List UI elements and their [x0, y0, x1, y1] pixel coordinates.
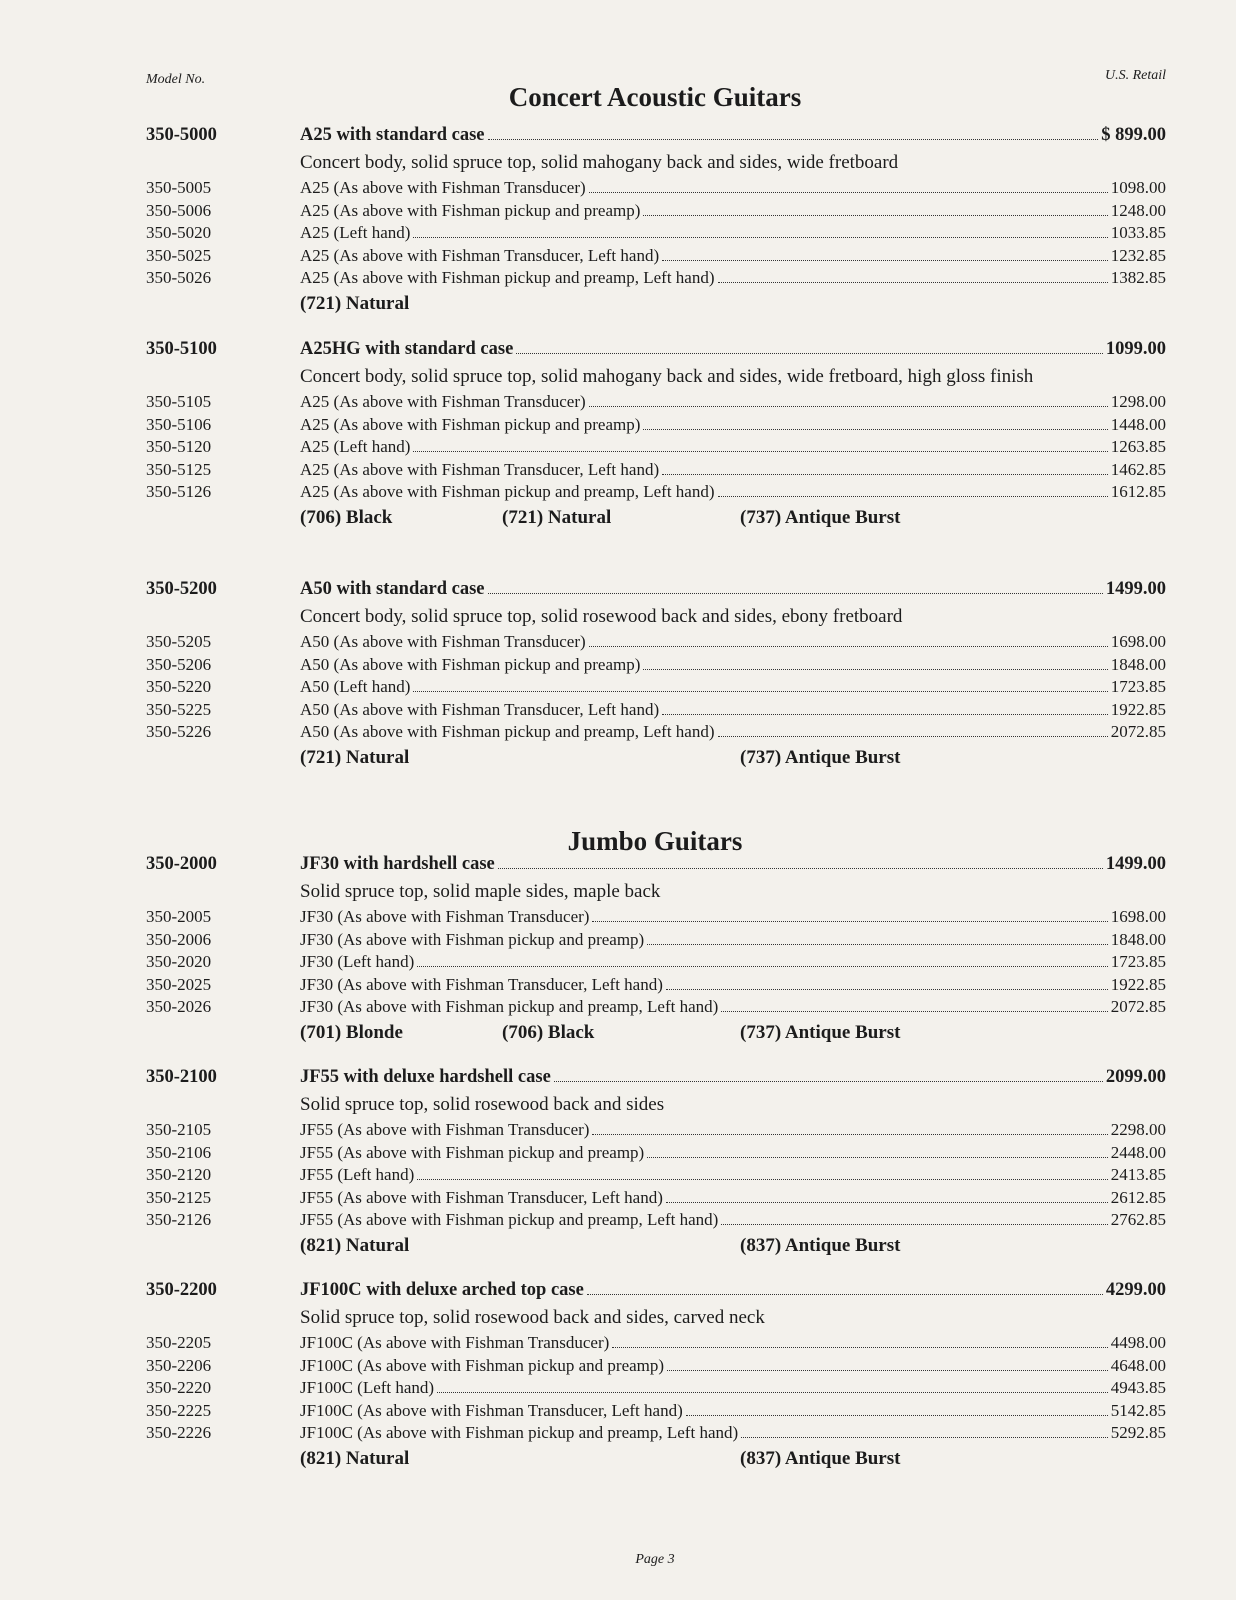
- model-option-row: [146, 1355, 1166, 1378]
- dot-leader: [516, 353, 1103, 354]
- model-number: 350-2226: [146, 1423, 212, 1442]
- finish-option: (737) Antique Burst: [740, 746, 901, 768]
- model-option-row: [146, 481, 1166, 504]
- model-name: JF30 (As above with Fishman Transducer, Left hand): [300, 974, 663, 994]
- model-price: 1263.85: [1110, 437, 1166, 456]
- model-name: A25 (As above with Fishman Transducer): [300, 392, 586, 411]
- finish-option: (706) Black: [502, 1021, 595, 1043]
- model-price: 1922.85: [1110, 974, 1166, 994]
- model-line: [300, 1066, 1166, 1088]
- model-name: A50 (As above with Fishman pickup and preamp): [300, 654, 641, 674]
- model-price: 1448.00: [1110, 414, 1166, 434]
- model-number: 350-5126: [146, 482, 212, 501]
- model-number: 350-2025: [146, 974, 212, 994]
- model-name: JF55 with deluxe hardshell case: [300, 1067, 551, 1087]
- model-option-row: [146, 1142, 1166, 1165]
- model-option-row: [146, 1209, 1166, 1232]
- model-number: 350-2006: [146, 929, 212, 949]
- model-line: [300, 1400, 1166, 1422]
- model-option-row: [146, 676, 1166, 699]
- model-group: [146, 338, 1166, 532]
- dot-leader: [686, 1415, 1108, 1416]
- model-price: 1099.00: [1105, 339, 1166, 359]
- model-number: 350-5026: [146, 268, 212, 287]
- dot-leader: [589, 406, 1108, 407]
- model-line: [300, 1422, 1166, 1444]
- model-line: [300, 177, 1166, 199]
- model-line: [300, 481, 1166, 503]
- model-line: [300, 1209, 1166, 1231]
- model-price: 1848.00: [1110, 929, 1166, 949]
- model-option-row: [146, 1119, 1166, 1142]
- model-line: [300, 1279, 1166, 1301]
- model-price: 2612.85: [1110, 1187, 1166, 1207]
- finish-option: (721) Natural: [502, 506, 612, 528]
- model-price: 5292.85: [1110, 1423, 1166, 1442]
- model-name: A25 with standard case: [300, 125, 485, 145]
- model-price: 1723.85: [1110, 677, 1166, 696]
- model-price: 4648.00: [1110, 1355, 1166, 1375]
- model-price: 1232.85: [1110, 245, 1166, 265]
- model-main-row: [146, 578, 1166, 603]
- dot-leader: [718, 282, 1108, 283]
- model-line: [300, 906, 1166, 928]
- model-name: A50 (Left hand): [300, 677, 411, 696]
- model-option-row: [146, 929, 1166, 952]
- dot-leader: [413, 451, 1107, 452]
- model-group: [146, 578, 1166, 772]
- model-price: 2448.00: [1110, 1142, 1166, 1162]
- model-name: JF30 (As above with Fishman pickup and preamp, Left hand): [300, 997, 719, 1016]
- model-name: JF55 (As above with Fishman pickup and preamp): [300, 1142, 645, 1162]
- model-price: 1848.00: [1110, 654, 1166, 674]
- model-line: [300, 996, 1166, 1018]
- model-number: 350-5000: [146, 125, 217, 145]
- model-option-row: [146, 245, 1166, 268]
- model-name: JF55 (As above with Fishman Transducer, Left hand): [300, 1187, 663, 1207]
- model-line: [300, 124, 1166, 146]
- page-number: Page 3: [635, 1552, 675, 1567]
- model-option-row: [146, 222, 1166, 245]
- model-number: 350-5025: [146, 245, 212, 265]
- dot-leader: [718, 736, 1108, 737]
- dot-leader: [413, 691, 1107, 692]
- model-line: [300, 929, 1166, 951]
- model-option-row: [146, 1377, 1166, 1400]
- model-price: 1499.00: [1105, 854, 1166, 874]
- model-number: 350-5125: [146, 459, 212, 479]
- model-price: 1499.00: [1105, 579, 1166, 599]
- dot-leader: [488, 139, 1099, 140]
- model-price: 1033.85: [1110, 223, 1166, 242]
- model-number: 350-5106: [146, 414, 212, 434]
- model-description: Solid spruce top, solid rosewood back and sides: [300, 1094, 665, 1115]
- model-no-header: Model No.: [146, 72, 206, 87]
- model-line: [300, 631, 1166, 653]
- model-price: 2762.85: [1110, 1210, 1166, 1229]
- model-option-row: [146, 177, 1166, 200]
- model-number: 350-2100: [146, 1067, 217, 1087]
- dot-leader: [741, 1437, 1108, 1438]
- model-price: 1098.00: [1110, 178, 1166, 197]
- model-option-row: [146, 996, 1166, 1019]
- model-name: JF30 (Left hand): [300, 952, 415, 971]
- model-price: 1298.00: [1110, 392, 1166, 411]
- model-option-row: [146, 1400, 1166, 1423]
- finish-options: [146, 504, 1166, 532]
- model-number: 350-2000: [146, 854, 217, 874]
- model-line: [300, 951, 1166, 973]
- model-line: [300, 676, 1166, 698]
- model-line: [300, 1187, 1166, 1209]
- dot-leader: [666, 989, 1108, 990]
- dot-leader: [718, 496, 1108, 497]
- model-option-row: [146, 1164, 1166, 1187]
- model-option-row: [146, 436, 1166, 459]
- dot-leader: [417, 966, 1107, 967]
- model-name: A25 (As above with Fishman pickup and preamp, Left hand): [300, 268, 715, 287]
- model-description: Concert body, solid spruce top, solid mahogany back and sides, wide fretboard, high gloss finish: [300, 366, 1034, 387]
- model-number: 350-2120: [146, 1165, 212, 1184]
- model-line: [300, 391, 1166, 413]
- finish-options: [146, 1232, 1166, 1260]
- model-name: JF100C (Left hand): [300, 1378, 435, 1397]
- model-line: [300, 1164, 1166, 1186]
- model-price: 5142.85: [1110, 1400, 1166, 1420]
- section-title-jumbo: Jumbo Guitars: [567, 826, 743, 856]
- dot-leader: [647, 1157, 1108, 1158]
- finish-option: (837) Antique Burst: [740, 1234, 901, 1256]
- model-group: [146, 124, 1166, 318]
- model-price: 1698.00: [1110, 632, 1166, 651]
- model-number: 350-2020: [146, 952, 212, 971]
- model-option-row: [146, 951, 1166, 974]
- us-retail-header: U.S. Retail: [1104, 68, 1166, 83]
- finish-option: (837) Antique Burst: [740, 1447, 901, 1469]
- model-option-row: [146, 1422, 1166, 1445]
- model-name: JF55 (As above with Fishman pickup and preamp, Left hand): [300, 1210, 719, 1229]
- dot-leader: [554, 1081, 1103, 1082]
- model-number: 350-5206: [146, 654, 212, 674]
- model-line: [300, 853, 1166, 875]
- model-number: 350-5005: [146, 178, 212, 197]
- model-number: 350-2206: [146, 1355, 212, 1375]
- model-name: JF30 (As above with Fishman pickup and preamp): [300, 929, 645, 949]
- dot-leader: [667, 1370, 1108, 1371]
- dot-leader: [592, 1134, 1107, 1135]
- model-name: JF100C (As above with Fishman pickup and preamp): [300, 1355, 665, 1375]
- model-option-row: [146, 267, 1166, 290]
- model-name: A25 (Left hand): [300, 223, 411, 242]
- model-line: [300, 578, 1166, 600]
- dot-leader: [488, 593, 1103, 594]
- model-price: 2099.00: [1105, 1067, 1166, 1087]
- model-name: A25 (As above with Fishman Transducer, Left hand): [300, 245, 660, 265]
- dot-leader: [643, 215, 1107, 216]
- finish-option: (701) Blonde: [300, 1021, 403, 1043]
- finish-option: (737) Antique Burst: [740, 1021, 901, 1043]
- model-description: Solid spruce top, solid rosewood back and sides, carved neck: [300, 1307, 765, 1328]
- model-number: 350-2106: [146, 1142, 212, 1162]
- model-name: A25HG with standard case: [300, 339, 514, 359]
- finish-options: [146, 290, 1166, 318]
- model-price: 1698.00: [1110, 907, 1166, 926]
- model-name: JF100C (As above with Fishman Transducer): [300, 1333, 610, 1352]
- dot-leader: [666, 1202, 1108, 1203]
- model-price: 1723.85: [1110, 952, 1166, 971]
- model-price: $ 899.00: [1101, 125, 1166, 145]
- model-line: [300, 200, 1166, 222]
- model-option-row: [146, 699, 1166, 722]
- finish-options: [146, 744, 1166, 772]
- model-number: 350-5100: [146, 339, 217, 359]
- model-number: 350-5226: [146, 722, 212, 741]
- model-number: 350-2220: [146, 1378, 212, 1397]
- model-price: 1922.85: [1110, 699, 1166, 719]
- finish-options: [146, 1019, 1166, 1047]
- dot-leader: [647, 944, 1108, 945]
- model-line: [300, 1332, 1166, 1354]
- model-option-row: [146, 1332, 1166, 1355]
- model-name: JF30 (As above with Fishman Transducer): [300, 907, 590, 926]
- model-name: A50 (As above with Fishman pickup and preamp, Left hand): [300, 722, 715, 741]
- model-line: [300, 459, 1166, 481]
- model-number: 350-5120: [146, 437, 212, 456]
- finish-option: (706) Black: [300, 506, 393, 528]
- model-line: [300, 1142, 1166, 1164]
- model-name: A25 (As above with Fishman Transducer): [300, 178, 586, 197]
- model-number: 350-5020: [146, 223, 212, 242]
- finish-option: (821) Natural: [300, 1234, 410, 1256]
- model-name: JF30 with hardshell case: [300, 854, 495, 874]
- model-number: 350-5220: [146, 677, 212, 696]
- section-title-concert: Concert Acoustic Guitars: [508, 82, 802, 112]
- model-price: 1382.85: [1110, 268, 1166, 287]
- model-option-row: [146, 459, 1166, 482]
- model-line: [300, 1355, 1166, 1377]
- model-name: A25 (As above with Fishman pickup and preamp, Left hand): [300, 482, 715, 501]
- finish-options: [146, 1445, 1166, 1473]
- model-name: A25 (As above with Fishman pickup and preamp): [300, 414, 641, 434]
- model-line: [300, 436, 1166, 458]
- dot-leader: [587, 1294, 1103, 1295]
- dot-leader: [721, 1011, 1107, 1012]
- model-description: Solid spruce top, solid maple sides, maple back: [300, 881, 661, 902]
- model-number: 350-2126: [146, 1210, 212, 1229]
- dot-leader: [589, 646, 1108, 647]
- model-option-row: [146, 654, 1166, 677]
- model-option-row: [146, 906, 1166, 929]
- model-name: A50 (As above with Fishman Transducer): [300, 632, 586, 651]
- dot-leader: [721, 1224, 1107, 1225]
- model-line: [300, 699, 1166, 721]
- model-number: 350-2125: [146, 1187, 212, 1207]
- model-description: Concert body, solid spruce top, solid rosewood back and sides, ebony fretboard: [300, 606, 903, 627]
- dot-leader: [643, 669, 1107, 670]
- model-number: 350-5205: [146, 632, 212, 651]
- model-price: 2413.85: [1110, 1165, 1166, 1184]
- dot-leader: [589, 192, 1108, 193]
- model-main-row: [146, 1066, 1166, 1091]
- finish-option: (721) Natural: [300, 746, 410, 768]
- model-price: 4299.00: [1105, 1280, 1166, 1300]
- dot-leader: [662, 260, 1108, 261]
- dot-leader: [643, 429, 1107, 430]
- model-description: Concert body, solid spruce top, solid mahogany back and sides, wide fretboard: [300, 152, 899, 173]
- model-line: [300, 267, 1166, 289]
- dot-leader: [417, 1179, 1107, 1180]
- model-number: 350-5200: [146, 579, 217, 599]
- model-number: 350-5105: [146, 392, 212, 411]
- model-line: [300, 721, 1166, 743]
- model-option-row: [146, 200, 1166, 223]
- model-name: JF55 (As above with Fishman Transducer): [300, 1120, 590, 1139]
- finish-option: (721) Natural: [300, 292, 410, 314]
- model-name: A50 with standard case: [300, 579, 485, 599]
- model-option-row: [146, 974, 1166, 997]
- model-group: [146, 1066, 1166, 1260]
- model-option-row: [146, 631, 1166, 654]
- model-number: 350-2026: [146, 997, 212, 1016]
- model-number: 350-2105: [146, 1120, 212, 1139]
- model-price: 2072.85: [1110, 722, 1166, 741]
- model-name: A25 (As above with Fishman pickup and preamp): [300, 200, 641, 220]
- model-name: JF55 (Left hand): [300, 1165, 415, 1184]
- finish-option: (821) Natural: [300, 1447, 410, 1469]
- model-option-row: [146, 414, 1166, 437]
- model-line: [300, 414, 1166, 436]
- model-line: [300, 338, 1166, 360]
- model-name: JF100C (As above with Fishman Transducer, Left hand): [300, 1400, 683, 1420]
- model-name: A25 (As above with Fishman Transducer, Left hand): [300, 459, 660, 479]
- model-group: [146, 853, 1166, 1047]
- model-price: 4498.00: [1110, 1333, 1166, 1352]
- dot-leader: [662, 714, 1108, 715]
- dot-leader: [662, 474, 1108, 475]
- model-line: [300, 1377, 1166, 1399]
- model-line: [300, 654, 1166, 676]
- model-line: [300, 245, 1166, 267]
- model-price: 1612.85: [1110, 482, 1166, 501]
- model-line: [300, 974, 1166, 996]
- model-option-row: [146, 1187, 1166, 1210]
- dot-leader: [413, 237, 1107, 238]
- model-main-row: [146, 124, 1166, 149]
- model-number: 350-2200: [146, 1280, 217, 1300]
- finish-option: (737) Antique Burst: [740, 506, 901, 528]
- model-number: 350-5225: [146, 699, 212, 719]
- model-price: 2072.85: [1110, 997, 1166, 1016]
- dot-leader: [437, 1392, 1108, 1393]
- model-name: A50 (As above with Fishman Transducer, Left hand): [300, 699, 660, 719]
- model-price: 2298.00: [1110, 1120, 1166, 1139]
- model-main-row: [146, 853, 1166, 878]
- model-main-row: [146, 338, 1166, 363]
- model-option-row: [146, 391, 1166, 414]
- model-price: 1462.85: [1110, 459, 1166, 479]
- model-group: [146, 1279, 1166, 1473]
- dot-leader: [612, 1347, 1107, 1348]
- model-name: JF100C with deluxe arched top case: [300, 1280, 584, 1300]
- model-price: 4943.85: [1110, 1378, 1166, 1397]
- dot-leader: [592, 921, 1107, 922]
- model-main-row: [146, 1279, 1166, 1304]
- model-line: [300, 1119, 1166, 1141]
- model-option-row: [146, 721, 1166, 744]
- model-number: 350-2225: [146, 1400, 212, 1420]
- model-line: [300, 222, 1166, 244]
- model-name: JF100C (As above with Fishman pickup and preamp, Left hand): [300, 1423, 739, 1442]
- model-number: 350-5006: [146, 200, 212, 220]
- dot-leader: [498, 868, 1103, 869]
- model-number: 350-2205: [146, 1333, 212, 1352]
- model-price: 1248.00: [1110, 200, 1166, 220]
- model-number: 350-2005: [146, 907, 212, 926]
- model-name: A25 (Left hand): [300, 437, 411, 456]
